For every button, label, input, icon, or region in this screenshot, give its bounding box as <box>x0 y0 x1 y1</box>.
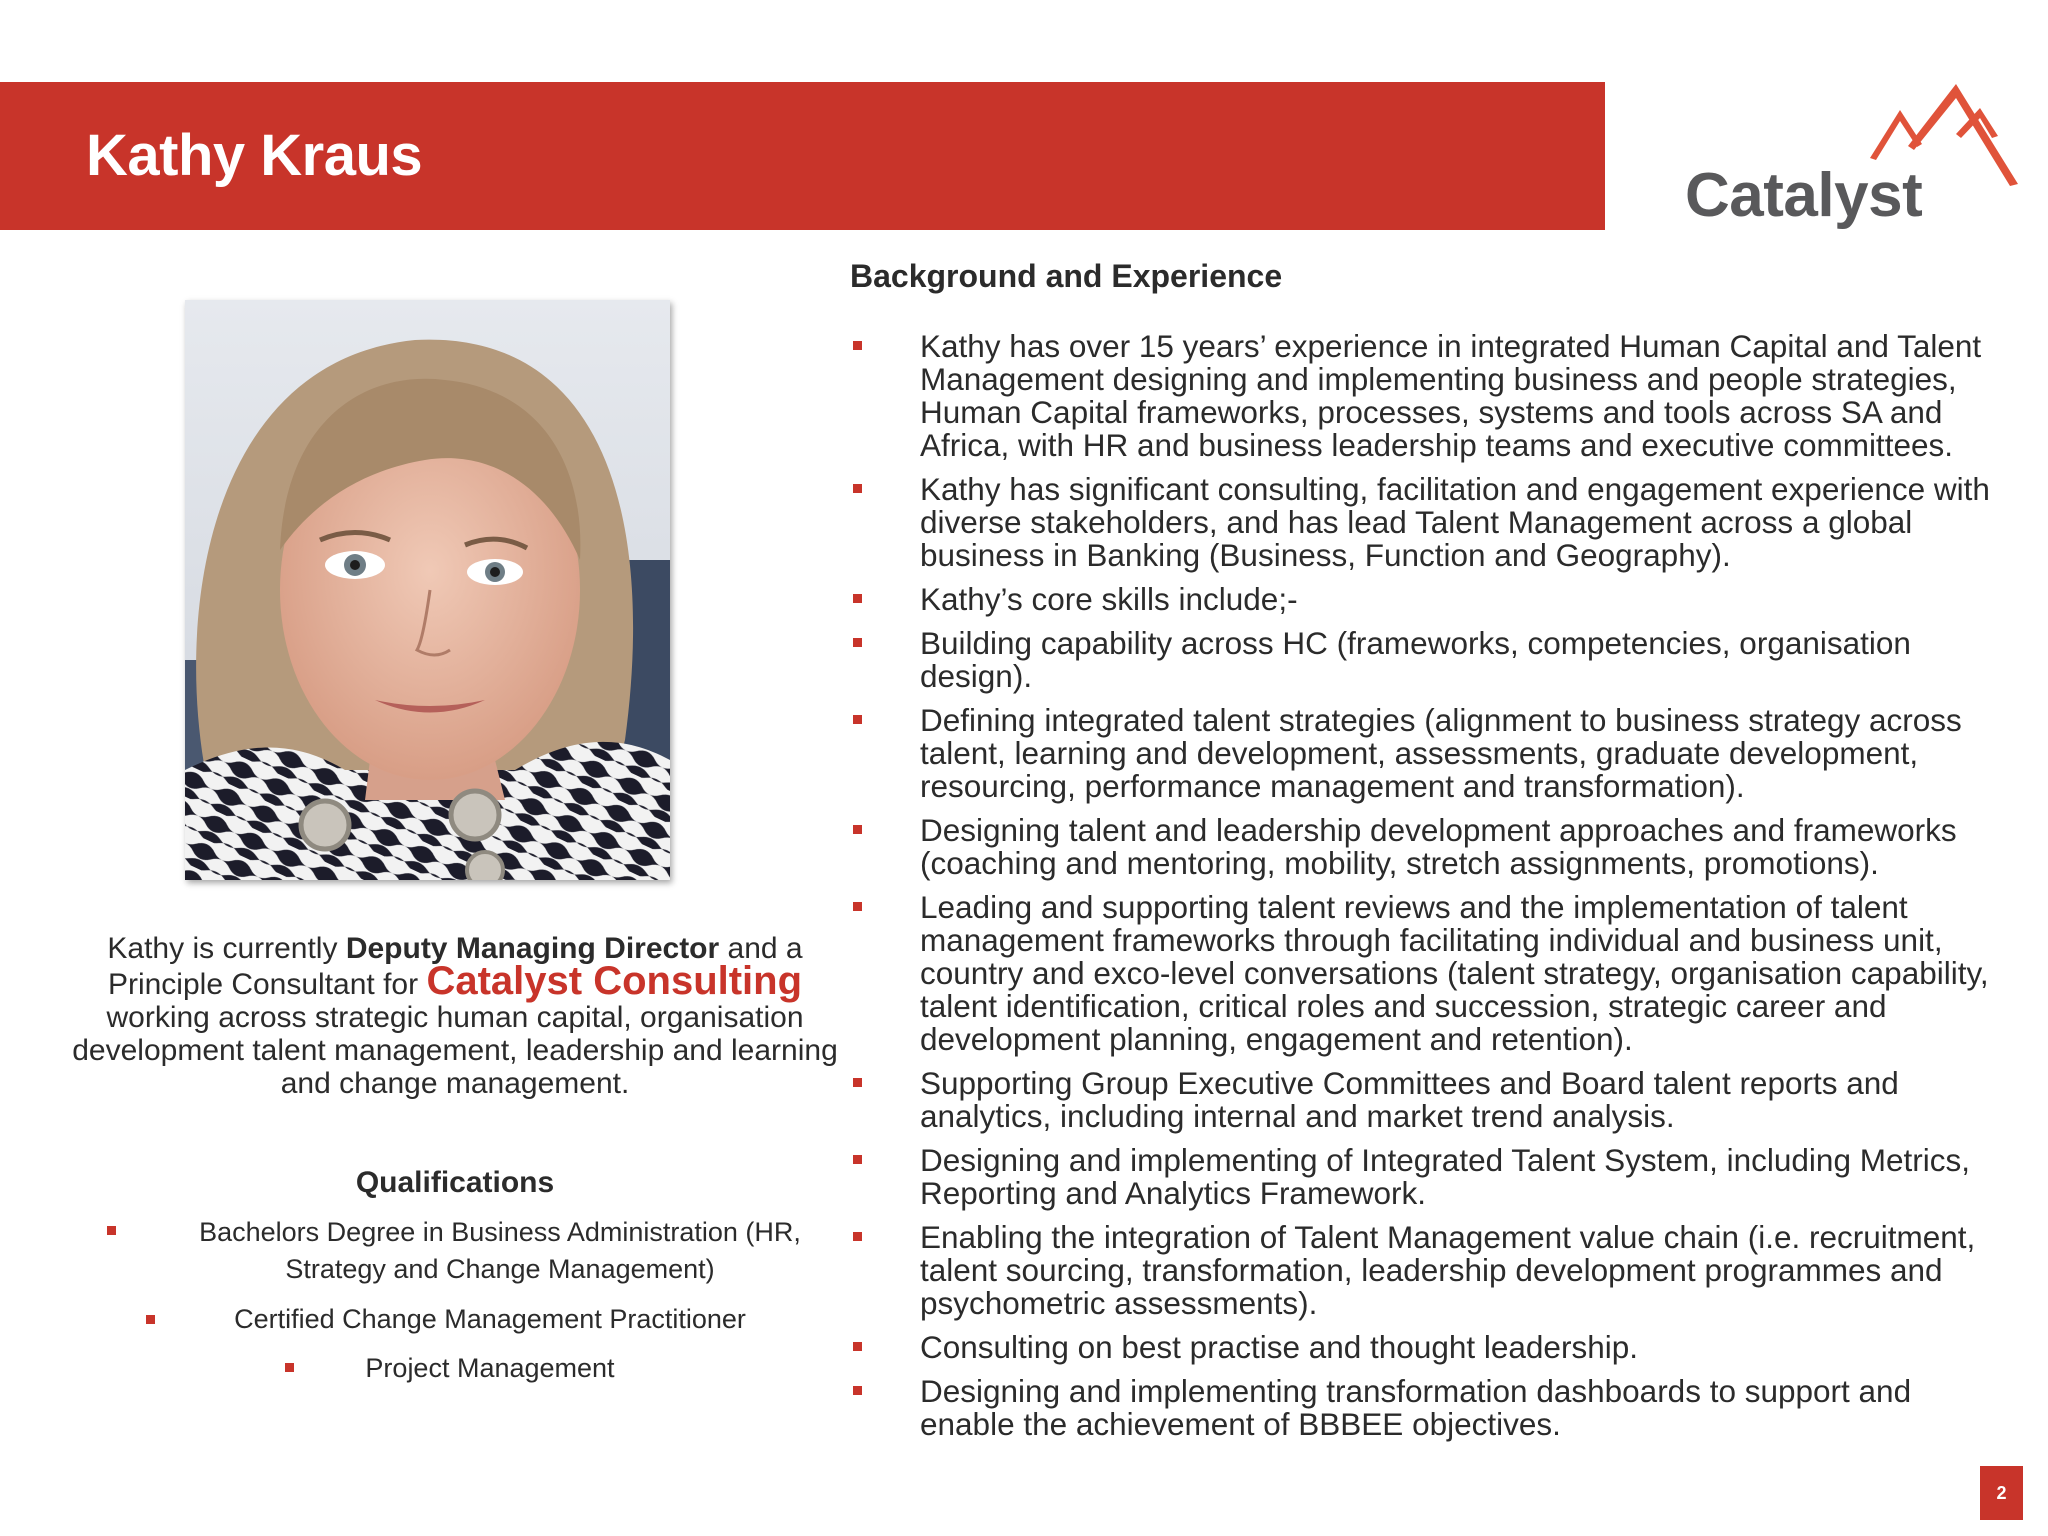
qualification-item: Bachelors Degree in Business Administration (HR, Strategy and Change Management) <box>199 1217 801 1284</box>
list-item: Designing and implementing of Integrated Talent System, including Metrics, Reporting and Analytics Framework. <box>850 1144 2000 1210</box>
catalyst-logo <box>1680 80 2020 240</box>
bio-paragraph <box>70 932 840 1100</box>
list-bullet <box>853 1155 862 1164</box>
bio-role: Deputy Managing Director <box>345 932 720 965</box>
list-item: Kathy’s core skills include;- <box>850 583 2000 616</box>
qualification-bullet <box>285 1363 294 1372</box>
list-bullet <box>853 341 862 350</box>
logo-wordmark: Catalyst <box>1685 161 1923 230</box>
list-bullet <box>853 484 862 493</box>
list-bullet <box>853 1232 862 1241</box>
experience-list <box>850 330 2000 1452</box>
bio-middle: and a Principle Consultant for <box>107 932 803 1001</box>
list-bullet <box>853 1386 862 1395</box>
list-item: Designing talent and leadership development approaches and frameworks (coaching and mentoring, mobility, stretch assignments, promotions). <box>850 814 2000 880</box>
page-number-badge: 2 <box>1980 1466 2023 1520</box>
list-item: Enabling the integration of Talent Management value chain (i.e. recruitment, talent sourcing, transformation, leadership development programmes and psychometric assessments). <box>850 1221 2000 1320</box>
list-item: Consulting on best practise and thought leadership. <box>850 1331 2000 1364</box>
qualification-bullet <box>107 1226 116 1235</box>
profile-photo <box>185 300 670 880</box>
list-item: Supporting Group Executive Committees and Board talent reports and analytics, including internal and market trend analysis. <box>850 1067 2000 1133</box>
list-bullet <box>853 902 862 911</box>
qualifications-heading: Qualifications <box>355 1166 555 1199</box>
list-bullet <box>853 638 862 647</box>
list-bullet <box>853 1342 862 1351</box>
bio-company: Catalyst Consulting <box>426 959 803 1003</box>
list-item: Kathy has significant consulting, facilitation and engagement experience with diverse stakeholders, and has lead Talent Management across a global business in Banking (Business, Function and Geography). <box>850 473 2000 572</box>
list-item: Designing and implementing transformation dashboards to support and enable the achievement of BBBEE objectives. <box>850 1375 2000 1441</box>
list-bullet <box>853 594 862 603</box>
list-bullet <box>853 1078 862 1087</box>
list-item: Defining integrated talent strategies (alignment to business strategy across talent, learning and development, assessments, graduate development, resourcing, performance management and transformation). <box>850 704 2000 803</box>
qualification-item: Project Management <box>365 1353 615 1383</box>
qualification-item: Certified Change Management Practitioner <box>234 1304 746 1334</box>
page-title: Kathy Kraus <box>86 123 423 188</box>
list-bullet <box>853 825 862 834</box>
bio-prefix: Kathy is currently <box>107 932 346 965</box>
list-item: Leading and supporting talent reviews and the implementation of talent management frameworks through facilitating individual and business unit, country and exco-level conversations (talent strategy, organisation capability, talent identification, critical roles and succession, strategic career and development planning, engagement and retention). <box>850 891 2000 1056</box>
list-bullet <box>853 715 862 724</box>
list-item: Building capability across HC (frameworks, competencies, organisation design). <box>850 627 2000 693</box>
bio-suffix: working across strategic human capital, organisation development talent management, leadership and learning and change management. <box>72 1001 838 1100</box>
list-item: Kathy has over 15 years’ experience in integrated Human Capital and Talent Management designing and implementing business and people strategies, Human Capital frameworks, processes, systems and tools across SA and Africa, with HR and business leadership teams and executive committees. <box>850 330 2000 462</box>
qualification-bullet <box>146 1315 155 1324</box>
background-heading: Background and Experience <box>850 258 1283 294</box>
